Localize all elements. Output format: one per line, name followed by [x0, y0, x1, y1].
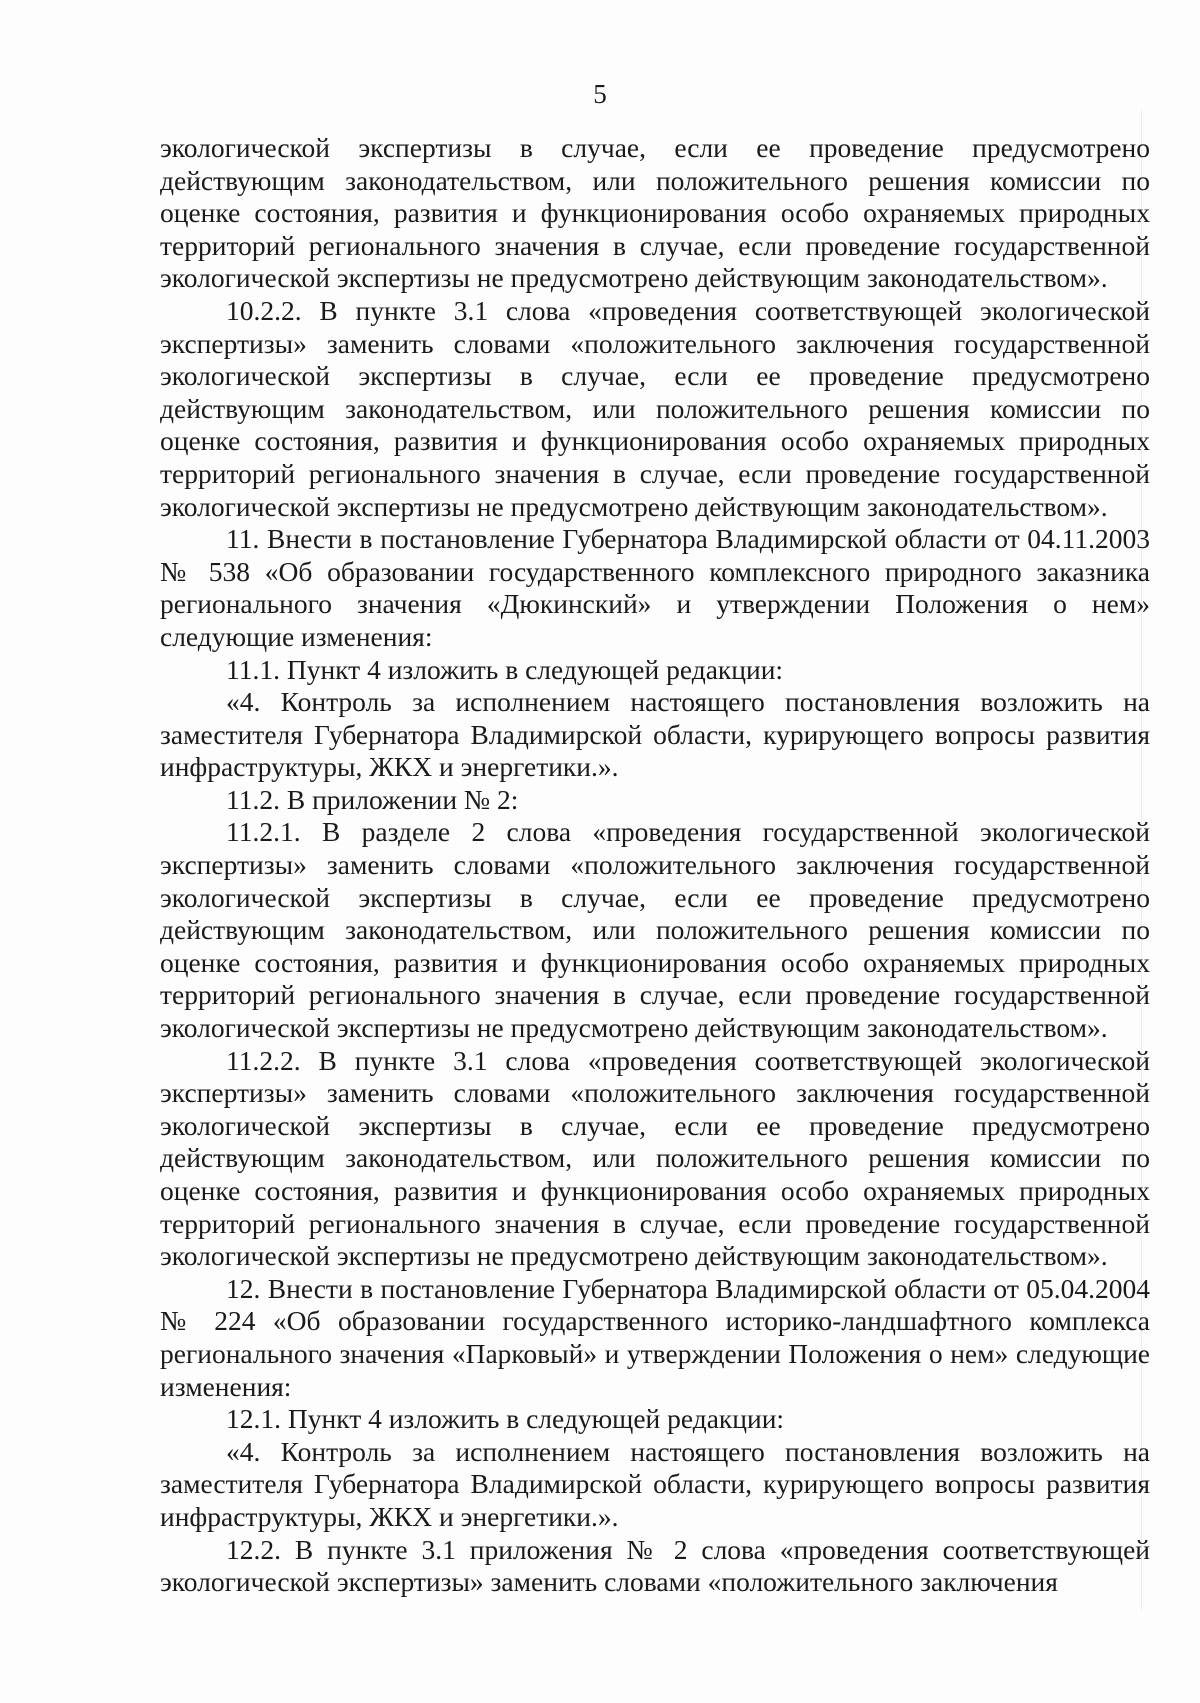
paragraph-11-2: 11.2. В приложении № 2:: [226, 783, 519, 815]
paragraph-11-2-2: 11.2.2. В пункте 3.1 слова «проведения соответствующей экологической экспертизы» заменить словами «положительного заключения государственной экологической экспертизы в случае, если ее проведение предусмотрено действующим законодательством, или положительного решения комиссии по оценке состояния, развития и функционирования особо охраняемых природных территорий регионального значения в случае, если проведение государственной экологической экспертизы не предусмотрено действующим законодательством».: [160, 1044, 1150, 1272]
paragraph-12-1: 12.1. Пункт 4 изложить в следующей редакции:: [226, 1403, 785, 1435]
paragraph-11-1: 11.1. Пункт 4 изложить в следующей редакции:: [226, 653, 784, 685]
document-body: [160, 132, 1150, 1599]
paragraph-12-2: 12.2. В пункте 3.1 приложения № 2 слова «проведения соответствующей экологической экспертизы» заменить словами «положительного заключения: [160, 1533, 1150, 1598]
paragraph-11-1-quote: «4. Контроль за исполнением настоящего постановления возложить на заместителя Губернатора Владимирской области, курирующего вопросы развития инфраструктуры, ЖКХ и энергетики.».: [160, 686, 1150, 783]
paragraph-12: 12. Внести в постановление Губернатора Владимирской области от 05.04.2004 № 224 «Об образовании государственного историко-ландшафтного комплекса регионального значения «Парковый» и утверждении Положения о нем» следующие изменения:: [160, 1272, 1150, 1402]
paragraph-10-2-2: 10.2.2. В пункте 3.1 слова «проведения соответствующей экологической экспертизы» заменить словами «положительного заключения государственной экологической экспертизы в случае, если ее проведение предусмотрено действующим законодательством, или положительного решения комиссии по оценке состояния, развития и функционирования особо охраняемых природных территорий регионального значения в случае, если проведение государственной экологической экспертизы не предусмотрено действующим законодательством».: [160, 294, 1150, 522]
page-number: 5: [593, 79, 607, 109]
paragraph-11-2-1: 11.2.1. В разделе 2 слова «проведения государственной экологической экспертизы» заменить словами «положительного заключения государственной экологической экспертизы в случае, если ее проведение предусмотрено действующим законодательством, или положительного решения комиссии по оценке состояния, развития и функционирования особо охраняемых природных территорий регионального значения в случае, если проведение государственной экологической экспертизы не предусмотрено действующим законодательством».: [160, 816, 1150, 1044]
paragraph-1: экологической экспертизы в случае, если ее проведение предусмотрено действующим законодательством, или положительного решения комиссии по оценке состояния, развития и функционирования особо охраняемых природных территорий регионального значения в случае, если проведение государственной экологической экспертизы не предусмотрено действующим законодательством».: [160, 132, 1150, 294]
paragraph-11: 11. Внести в постановление Губернатора Владимирской области от 04.11.2003 № 538 «Об образовании государственного комплексного природного заказника регионального значения «Дюкинский» и утверждении Положения о нем» следующие изменения:: [160, 523, 1150, 652]
paragraph-12-1-quote: «4. Контроль за исполнением настоящего постановления возложить на заместителя Губернатора Владимирской области, курирующего вопросы развития инфраструктуры, ЖКХ и энергетики.».: [160, 1435, 1150, 1532]
